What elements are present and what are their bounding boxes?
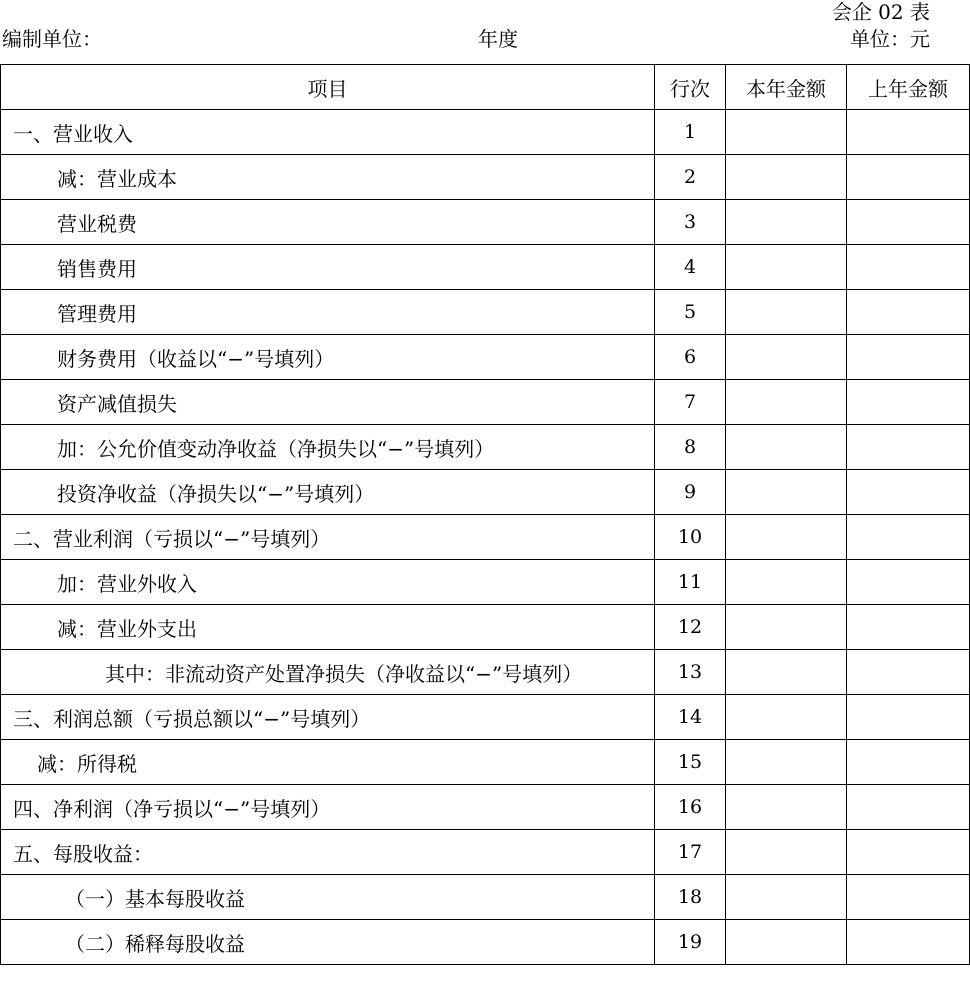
row-previous-year-amount[interactable] — [847, 605, 970, 650]
row-line-no: 10 — [655, 515, 726, 560]
income-statement-table — [0, 64, 970, 965]
row-current-year-amount[interactable] — [726, 335, 847, 380]
row-current-year-amount[interactable] — [726, 245, 847, 290]
row-item: 减：所得税 — [1, 740, 655, 785]
row-item: 一、营业收入 — [1, 110, 655, 155]
row-item: （一）基本每股收益 — [1, 875, 655, 920]
row-item: 投资净收益（净损失以“−”号填列） — [1, 470, 655, 515]
year-label: 年度 — [478, 27, 518, 51]
row-previous-year-amount[interactable] — [847, 695, 970, 740]
row-item: 加：营业外收入 — [1, 560, 655, 605]
table-row — [1, 830, 970, 875]
table-row — [1, 920, 970, 965]
table-row — [1, 335, 970, 380]
row-current-year-amount[interactable] — [726, 695, 847, 740]
row-current-year-amount[interactable] — [726, 425, 847, 470]
row-current-year-amount[interactable] — [726, 515, 847, 560]
row-previous-year-amount[interactable] — [847, 200, 970, 245]
row-item: 管理费用 — [1, 290, 655, 335]
row-previous-year-amount[interactable] — [847, 785, 970, 830]
row-line-no: 9 — [655, 470, 726, 515]
table-row — [1, 875, 970, 920]
row-current-year-amount[interactable] — [726, 740, 847, 785]
table-row — [1, 425, 970, 470]
table-row — [1, 605, 970, 650]
row-current-year-amount[interactable] — [726, 470, 847, 515]
row-line-no: 18 — [655, 875, 726, 920]
form-code: 会企 02 表 — [831, 0, 930, 24]
row-line-no: 15 — [655, 740, 726, 785]
row-item: 财务费用（收益以“−”号填列） — [1, 335, 655, 380]
row-previous-year-amount[interactable] — [847, 740, 970, 785]
compiler-label: 编制单位： — [2, 27, 102, 51]
row-current-year-amount[interactable] — [726, 380, 847, 425]
row-line-no: 8 — [655, 425, 726, 470]
table-row — [1, 740, 970, 785]
table-row — [1, 155, 970, 200]
table-row — [1, 245, 970, 290]
row-item: （二）稀释每股收益 — [1, 920, 655, 965]
table-row — [1, 515, 970, 560]
row-previous-year-amount[interactable] — [847, 515, 970, 560]
row-line-no: 12 — [655, 605, 726, 650]
column-header-line-no: 行次 — [655, 65, 726, 110]
row-item: 五、每股收益： — [1, 830, 655, 875]
table-row — [1, 290, 970, 335]
row-line-no: 3 — [655, 200, 726, 245]
table-row — [1, 650, 970, 695]
row-line-no: 2 — [655, 155, 726, 200]
row-current-year-amount[interactable] — [726, 875, 847, 920]
row-previous-year-amount[interactable] — [847, 560, 970, 605]
row-current-year-amount[interactable] — [726, 155, 847, 200]
row-previous-year-amount[interactable] — [847, 290, 970, 335]
row-previous-year-amount[interactable] — [847, 875, 970, 920]
row-line-no: 4 — [655, 245, 726, 290]
row-current-year-amount[interactable] — [726, 920, 847, 965]
row-current-year-amount[interactable] — [726, 200, 847, 245]
table-header-row — [1, 65, 970, 110]
row-item: 其中：非流动资产处置净损失（净收益以“−”号填列） — [1, 650, 655, 695]
table-row — [1, 695, 970, 740]
column-header-previous-year: 上年金额 — [847, 65, 970, 110]
row-line-no: 6 — [655, 335, 726, 380]
row-previous-year-amount[interactable] — [847, 335, 970, 380]
row-line-no: 19 — [655, 920, 726, 965]
row-line-no: 16 — [655, 785, 726, 830]
row-current-year-amount[interactable] — [726, 785, 847, 830]
row-line-no: 14 — [655, 695, 726, 740]
row-line-no: 1 — [655, 110, 726, 155]
row-item: 四、净利润（净亏损以“−”号填列） — [1, 785, 655, 830]
row-line-no: 11 — [655, 560, 726, 605]
row-item: 减：营业外支出 — [1, 605, 655, 650]
row-current-year-amount[interactable] — [726, 290, 847, 335]
unit-label: 单位：元 — [850, 27, 930, 51]
row-previous-year-amount[interactable] — [847, 830, 970, 875]
row-item: 销售费用 — [1, 245, 655, 290]
row-current-year-amount[interactable] — [726, 110, 847, 155]
column-header-item: 项目 — [1, 65, 655, 110]
row-previous-year-amount[interactable] — [847, 110, 970, 155]
row-current-year-amount[interactable] — [726, 830, 847, 875]
report-header — [0, 26, 970, 52]
row-current-year-amount[interactable] — [726, 560, 847, 605]
row-previous-year-amount[interactable] — [847, 425, 970, 470]
row-current-year-amount[interactable] — [726, 605, 847, 650]
row-previous-year-amount[interactable] — [847, 470, 970, 515]
table-row — [1, 380, 970, 425]
row-item: 加：公允价值变动净收益（净损失以“−”号填列） — [1, 425, 655, 470]
table-row — [1, 200, 970, 245]
row-line-no: 5 — [655, 290, 726, 335]
row-previous-year-amount[interactable] — [847, 380, 970, 425]
row-item: 三、利润总额（亏损总额以“−”号填列） — [1, 695, 655, 740]
row-item: 资产减值损失 — [1, 380, 655, 425]
row-previous-year-amount[interactable] — [847, 920, 970, 965]
row-line-no: 17 — [655, 830, 726, 875]
row-line-no: 13 — [655, 650, 726, 695]
row-previous-year-amount[interactable] — [847, 650, 970, 695]
row-item: 减：营业成本 — [1, 155, 655, 200]
row-current-year-amount[interactable] — [726, 650, 847, 695]
table-row — [1, 785, 970, 830]
column-header-current-year: 本年金额 — [726, 65, 847, 110]
table-row — [1, 470, 970, 515]
table-row — [1, 560, 970, 605]
row-line-no: 7 — [655, 380, 726, 425]
row-previous-year-amount[interactable] — [847, 155, 970, 200]
row-item: 营业税费 — [1, 200, 655, 245]
row-previous-year-amount[interactable] — [847, 245, 970, 290]
row-item: 二、营业利润（亏损以“−”号填列） — [1, 515, 655, 560]
table-row — [1, 110, 970, 155]
